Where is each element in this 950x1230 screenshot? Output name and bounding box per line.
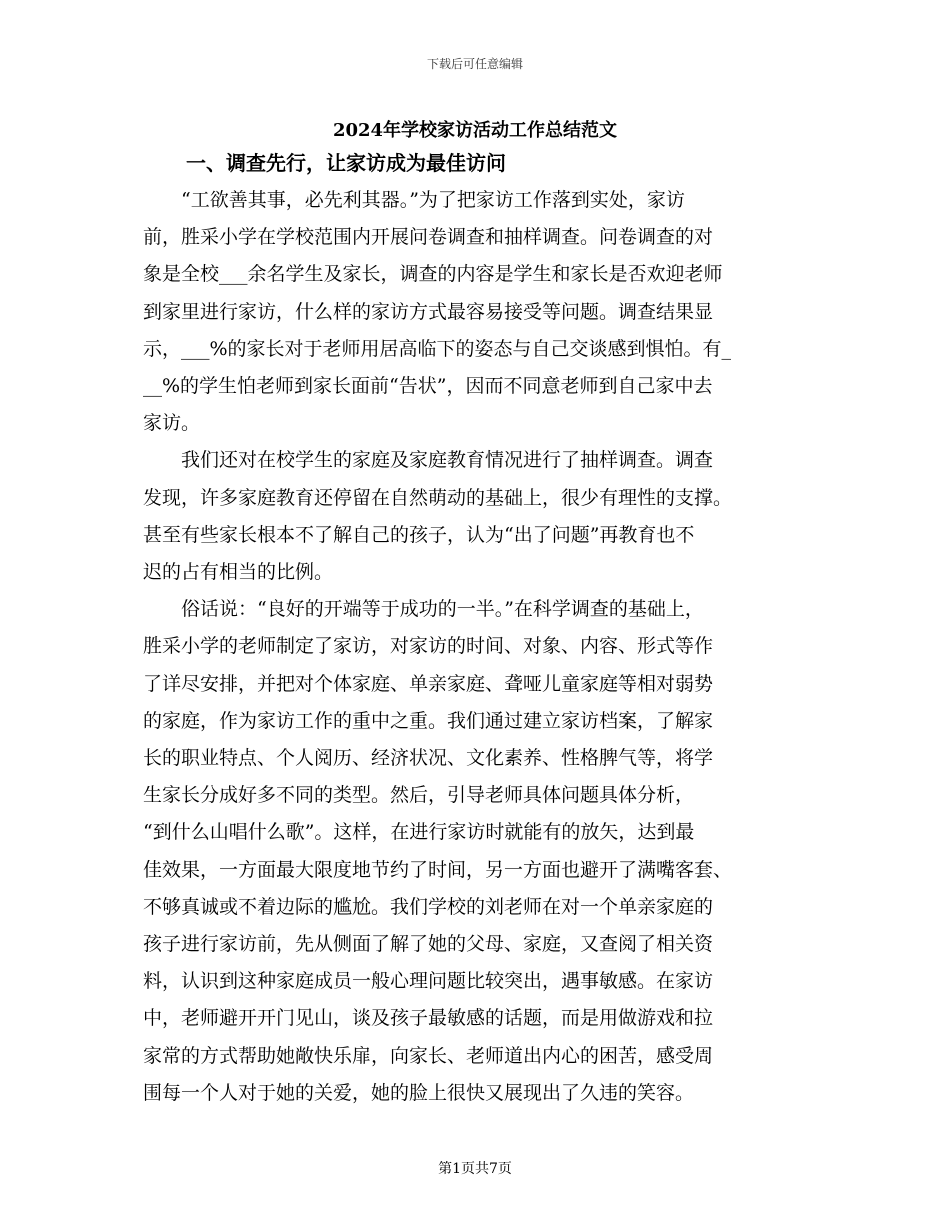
body-line: 中，老师避开开门见山，谈及孩子最敏感的话题，而是用做游戏和拉 — [143, 1007, 714, 1030]
body-line: 长的职业特点、个人阅历、经济状况、文化素养、性格脾气等，将学 — [143, 747, 714, 769]
body-line: 不够真诚或不着边际的尴尬。我们学校的刘老师在对一个单亲家庭的 — [143, 895, 714, 918]
body-line: 我们还对在校学生的家庭及家庭教育情况进行了抽样调查。调查 — [143, 449, 714, 472]
body-line: 胜采小学的老师制定了家访，对家访的时间、对象、内容、形式等作 — [143, 635, 714, 658]
body-line: 甚至有些家长根本不了解自己的孩子，认为“出了问题”再教育也不 — [143, 523, 695, 546]
body-line: 象是全校___余名学生及家长，调查的内容是学生和家长是否欢迎老师 — [143, 263, 723, 286]
body-line: “工欲善其事，必先利其器。”为了把家访工作落到实处，家访 — [143, 189, 685, 211]
body-line: 家访。 — [143, 412, 201, 435]
header-note: 下载后可任意编辑 — [426, 57, 523, 71]
page-footer: 第1页共7页 — [438, 1161, 512, 1177]
body-line: 料，认识到这种家庭成员一般心理问题比较突出，遇事敏感。在家访 — [143, 970, 714, 993]
section-heading: 一、调查先行，让家访成为最佳访问 — [186, 151, 506, 175]
body-line: 生家长分成好多不同的类型。然后，引导老师具体问题具体分析， — [143, 784, 695, 807]
body-line: “到什么山唱什么歌”。这样，在进行家访时就能有的放矢，达到最 — [143, 821, 695, 844]
body-line: 示，___%的家长对于老师用居高临下的姿态与自己交谈感到惧怕。有_ — [143, 337, 732, 360]
body-line: __%的学生怕老师到家长面前“告状”，因而不同意老师到自己家中去 — [143, 375, 713, 397]
body-line: 围每一个人对于她的关爱，她的脸上很快又展现出了久违的笑容。 — [143, 1081, 695, 1104]
body-line: 的家庭，作为家访工作的重中之重。我们通过建立家访档案，了解家 — [143, 709, 714, 732]
body-line: 发现，许多家庭教育还停留在自然萌动的基础上，很少有理性的支撑。 — [143, 486, 733, 509]
body-line: 家常的方式帮助她敞快乐扉，向家长、老师道出内心的困苦，感受周 — [143, 1044, 714, 1067]
body-line: 迟的占有相当的比例。 — [143, 561, 334, 583]
body-line: 到家里进行家访，什么样的家访方式最容易接受等问题。调查结果显 — [143, 300, 714, 323]
document-title: 2024年学校家访活动工作总结范文 — [332, 120, 618, 141]
body-line: 俗话说：“良好的开端等于成功的一半。”在科学调查的基础上， — [143, 598, 704, 621]
body-line: 前，胜采小学在学校范围内开展问卷调查和抽样调查。问卷调查的对 — [143, 226, 714, 249]
body-line: 孩子进行家访前，先从侧面了解了她的父母、家庭，又查阅了相关资 — [143, 933, 714, 955]
body-line: 佳效果，一方面最大限度地节约了时间，另一方面也避开了满嘴客套、 — [143, 858, 733, 881]
body-line: 了详尽安排，并把对个体家庭、单亲家庭、聋哑儿童家庭等相对弱势 — [143, 672, 714, 695]
